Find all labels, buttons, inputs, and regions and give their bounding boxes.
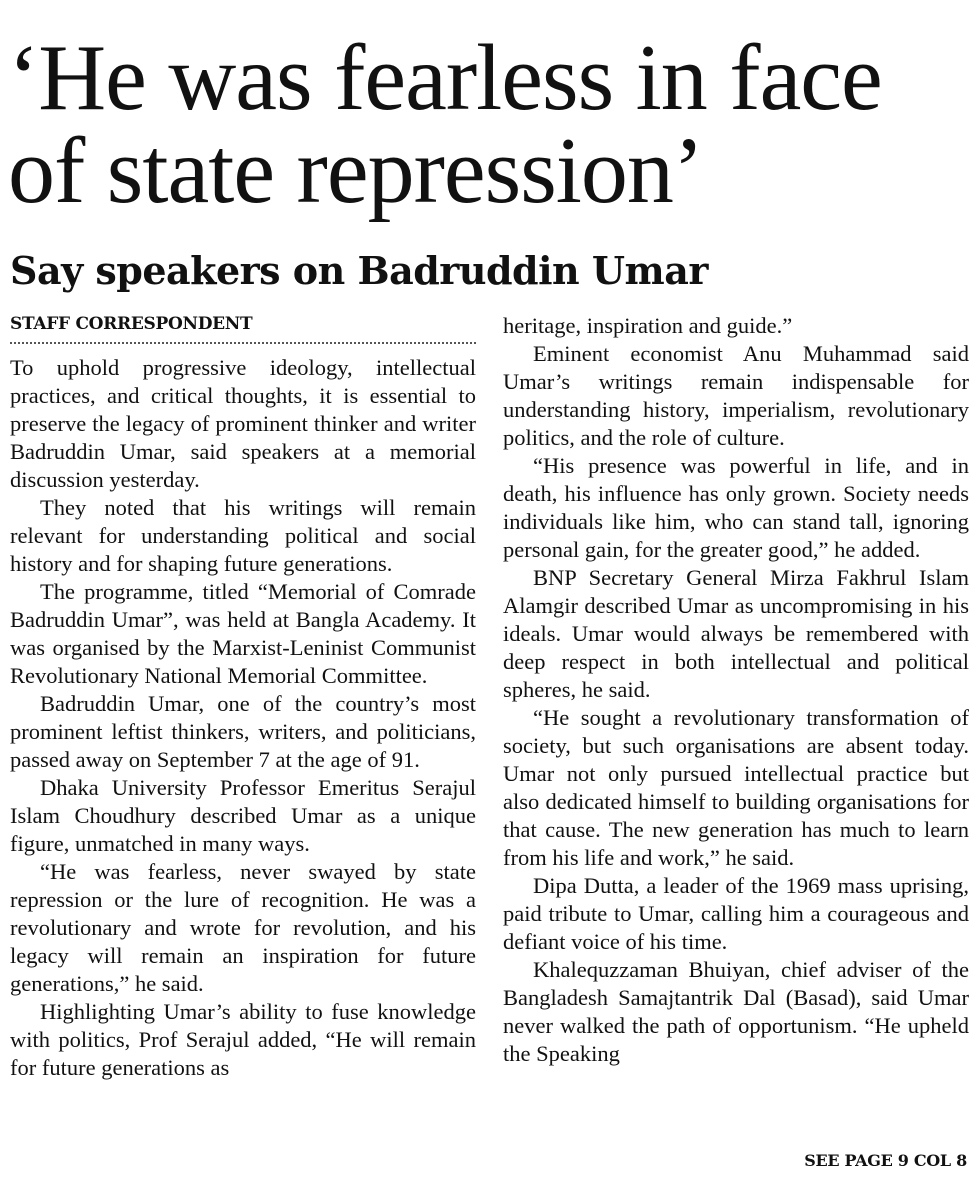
paragraph: Khalequzzaman Bhuiyan, chief adviser of the Bangladesh Samajtantrik Dal (Basad), said Umar never walked the path of opportunism. “He upheld the Speaking <box>503 957 969 1066</box>
headline: ‘He was fearless in face of state repression’ <box>8 26 882 223</box>
paragraph: “He sought a revolutionary transformation of society, but such organisations are absent today. Umar not only pursued intellectual practice but also dedicated himself to building organisations for that cause. The new generation has much to learn from his life and work,” he said. <box>503 705 969 870</box>
paragraph: The programme, titled “Memorial of Comrade Badruddin Umar”, was held at Bangla Academy. It was organised by the Marxist-Leninist Communist Revolutionary National Memorial Committee. <box>10 579 476 688</box>
paragraph: To uphold progressive ideology, intellectual practices, and critical thoughts, it is essential to preserve the legacy of prominent thinker and writer Badruddin Umar, said speakers at a memorial discussion yesterday. <box>10 355 476 492</box>
paragraph: “He was fearless, never swayed by state repression or the lure of recognition. He was a revolutionary and wrote for revolution, and his legacy will remain an inspiration for future generations,” he said. <box>10 859 476 996</box>
paragraph: They noted that his writings will remain relevant for understanding political and social history and for shaping future generations. <box>10 495 476 576</box>
continuation-jump: SEE PAGE 9 COL 8 <box>804 1151 967 1170</box>
paragraph: BNP Secretary General Mirza Fakhrul Islam Alamgir described Umar as uncompromising in his ideals. Umar would always be remembered with deep respect in both intellectual and political spheres, he said. <box>503 565 969 702</box>
paragraph: “His presence was powerful in life, and in death, his influence has only grown. Society needs individuals like him, who can stand tall, ignoring personal gain, for the greater good,” he added. <box>503 453 969 562</box>
article-column-1 <box>10 312 476 1082</box>
paragraph: Dipa Dutta, a leader of the 1969 mass uprising, paid tribute to Umar, calling him a courageous and defiant voice of his time. <box>503 873 969 954</box>
byline: STAFF CORRESPONDENT <box>10 312 476 344</box>
paragraph: Badruddin Umar, one of the country’s most prominent leftist thinkers, writers, and politicians, passed away on September 7 at the age of 91. <box>10 691 476 772</box>
paragraph: heritage, inspiration and guide.” <box>503 313 793 338</box>
subheadline: Say speakers on Badruddin Umar <box>10 248 708 293</box>
paragraph: Highlighting Umar’s ability to fuse knowledge with politics, Prof Serajul added, “He will remain for future generations as <box>10 999 476 1080</box>
article-column-2 <box>503 312 969 1068</box>
paragraph: Dhaka University Professor Emeritus Serajul Islam Choudhury described Umar as a unique figure, unmatched in many ways. <box>10 775 476 856</box>
paragraph: Eminent economist Anu Muhammad said Umar’s writings remain indispensable for understanding history, imperialism, revolutionary politics, and the role of culture. <box>503 341 969 450</box>
